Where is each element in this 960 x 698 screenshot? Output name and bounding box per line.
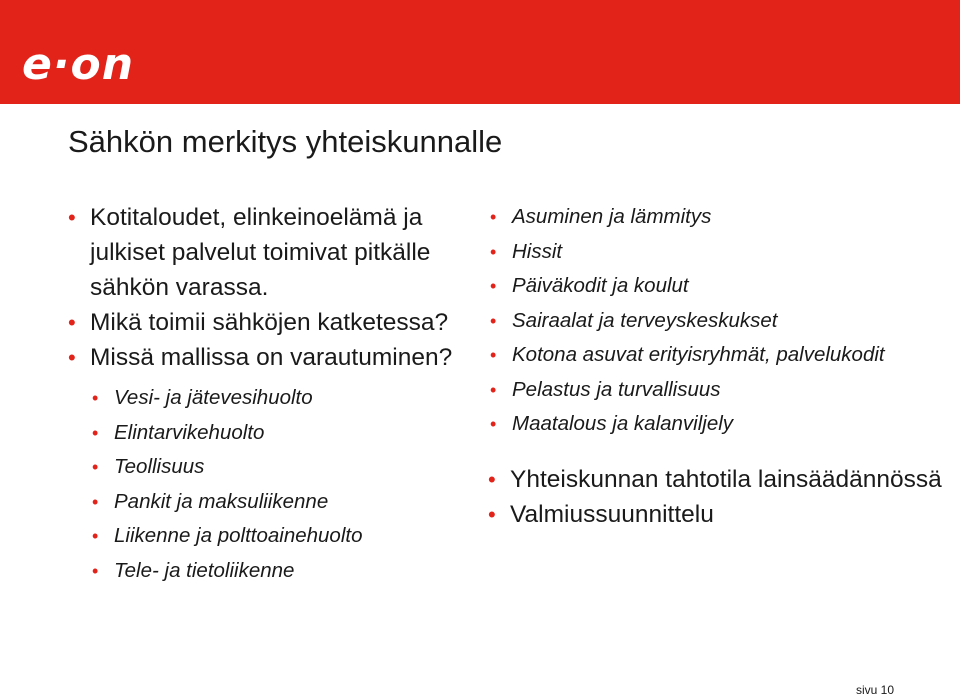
sub-bullet-item: • Tele- ja tietoliikenne xyxy=(92,554,488,589)
sub-bullet-item: • Sairaalat ja terveyskeskukset xyxy=(490,304,948,339)
sub-bullet-item: • Pankit ja maksuliikenne xyxy=(92,485,488,520)
right-column xyxy=(488,200,948,532)
sub-bullet-item: • Vesi- ja jätevesihuolto xyxy=(92,381,488,416)
bullet-item: • Missä mallissa on varautuminen? xyxy=(68,340,488,375)
right-sub-bullet-list xyxy=(490,200,948,442)
right-bullet-list xyxy=(488,462,948,532)
sub-bullet-item: • Päiväkodit ja koulut xyxy=(490,269,948,304)
sub-bullet-item: • Asuminen ja lämmitys xyxy=(490,200,948,235)
sub-bullet-item: • Pelastus ja turvallisuus xyxy=(490,373,948,408)
bullet-item: • Kotitaloudet, elinkeinoelämä ja julkiset palvelut toimivat pitkälle sähkön varassa. xyxy=(68,200,488,305)
header-banner xyxy=(0,0,960,104)
slide-title: Sähkön merkitys yhteiskunnalle xyxy=(68,124,503,159)
sub-bullet-item: • Hissit xyxy=(490,235,948,270)
bullet-item: • Mikä toimii sähköjen katketessa? xyxy=(68,305,488,340)
bullet-item: • Valmiussuunnittelu xyxy=(488,497,948,532)
page-number: sivu 10 xyxy=(855,683,894,697)
sub-bullet-item: • Teollisuus xyxy=(92,450,488,485)
left-column xyxy=(68,200,488,588)
left-sub-bullet-list xyxy=(92,381,488,588)
sub-bullet-item: • Elintarvikehuolto xyxy=(92,416,488,451)
sub-bullet-item: • Liikenne ja polttoainehuolto xyxy=(92,519,488,554)
eon-logo: e·on xyxy=(22,39,135,90)
bullet-item: • Yhteiskunnan tahtotila lainsäädännössä xyxy=(488,462,948,497)
sub-bullet-item: • Maatalous ja kalanviljely xyxy=(490,407,948,442)
sub-bullet-item: • Kotona asuvat erityisryhmät, palvelukodit xyxy=(490,338,948,373)
left-bullet-list xyxy=(68,200,488,375)
